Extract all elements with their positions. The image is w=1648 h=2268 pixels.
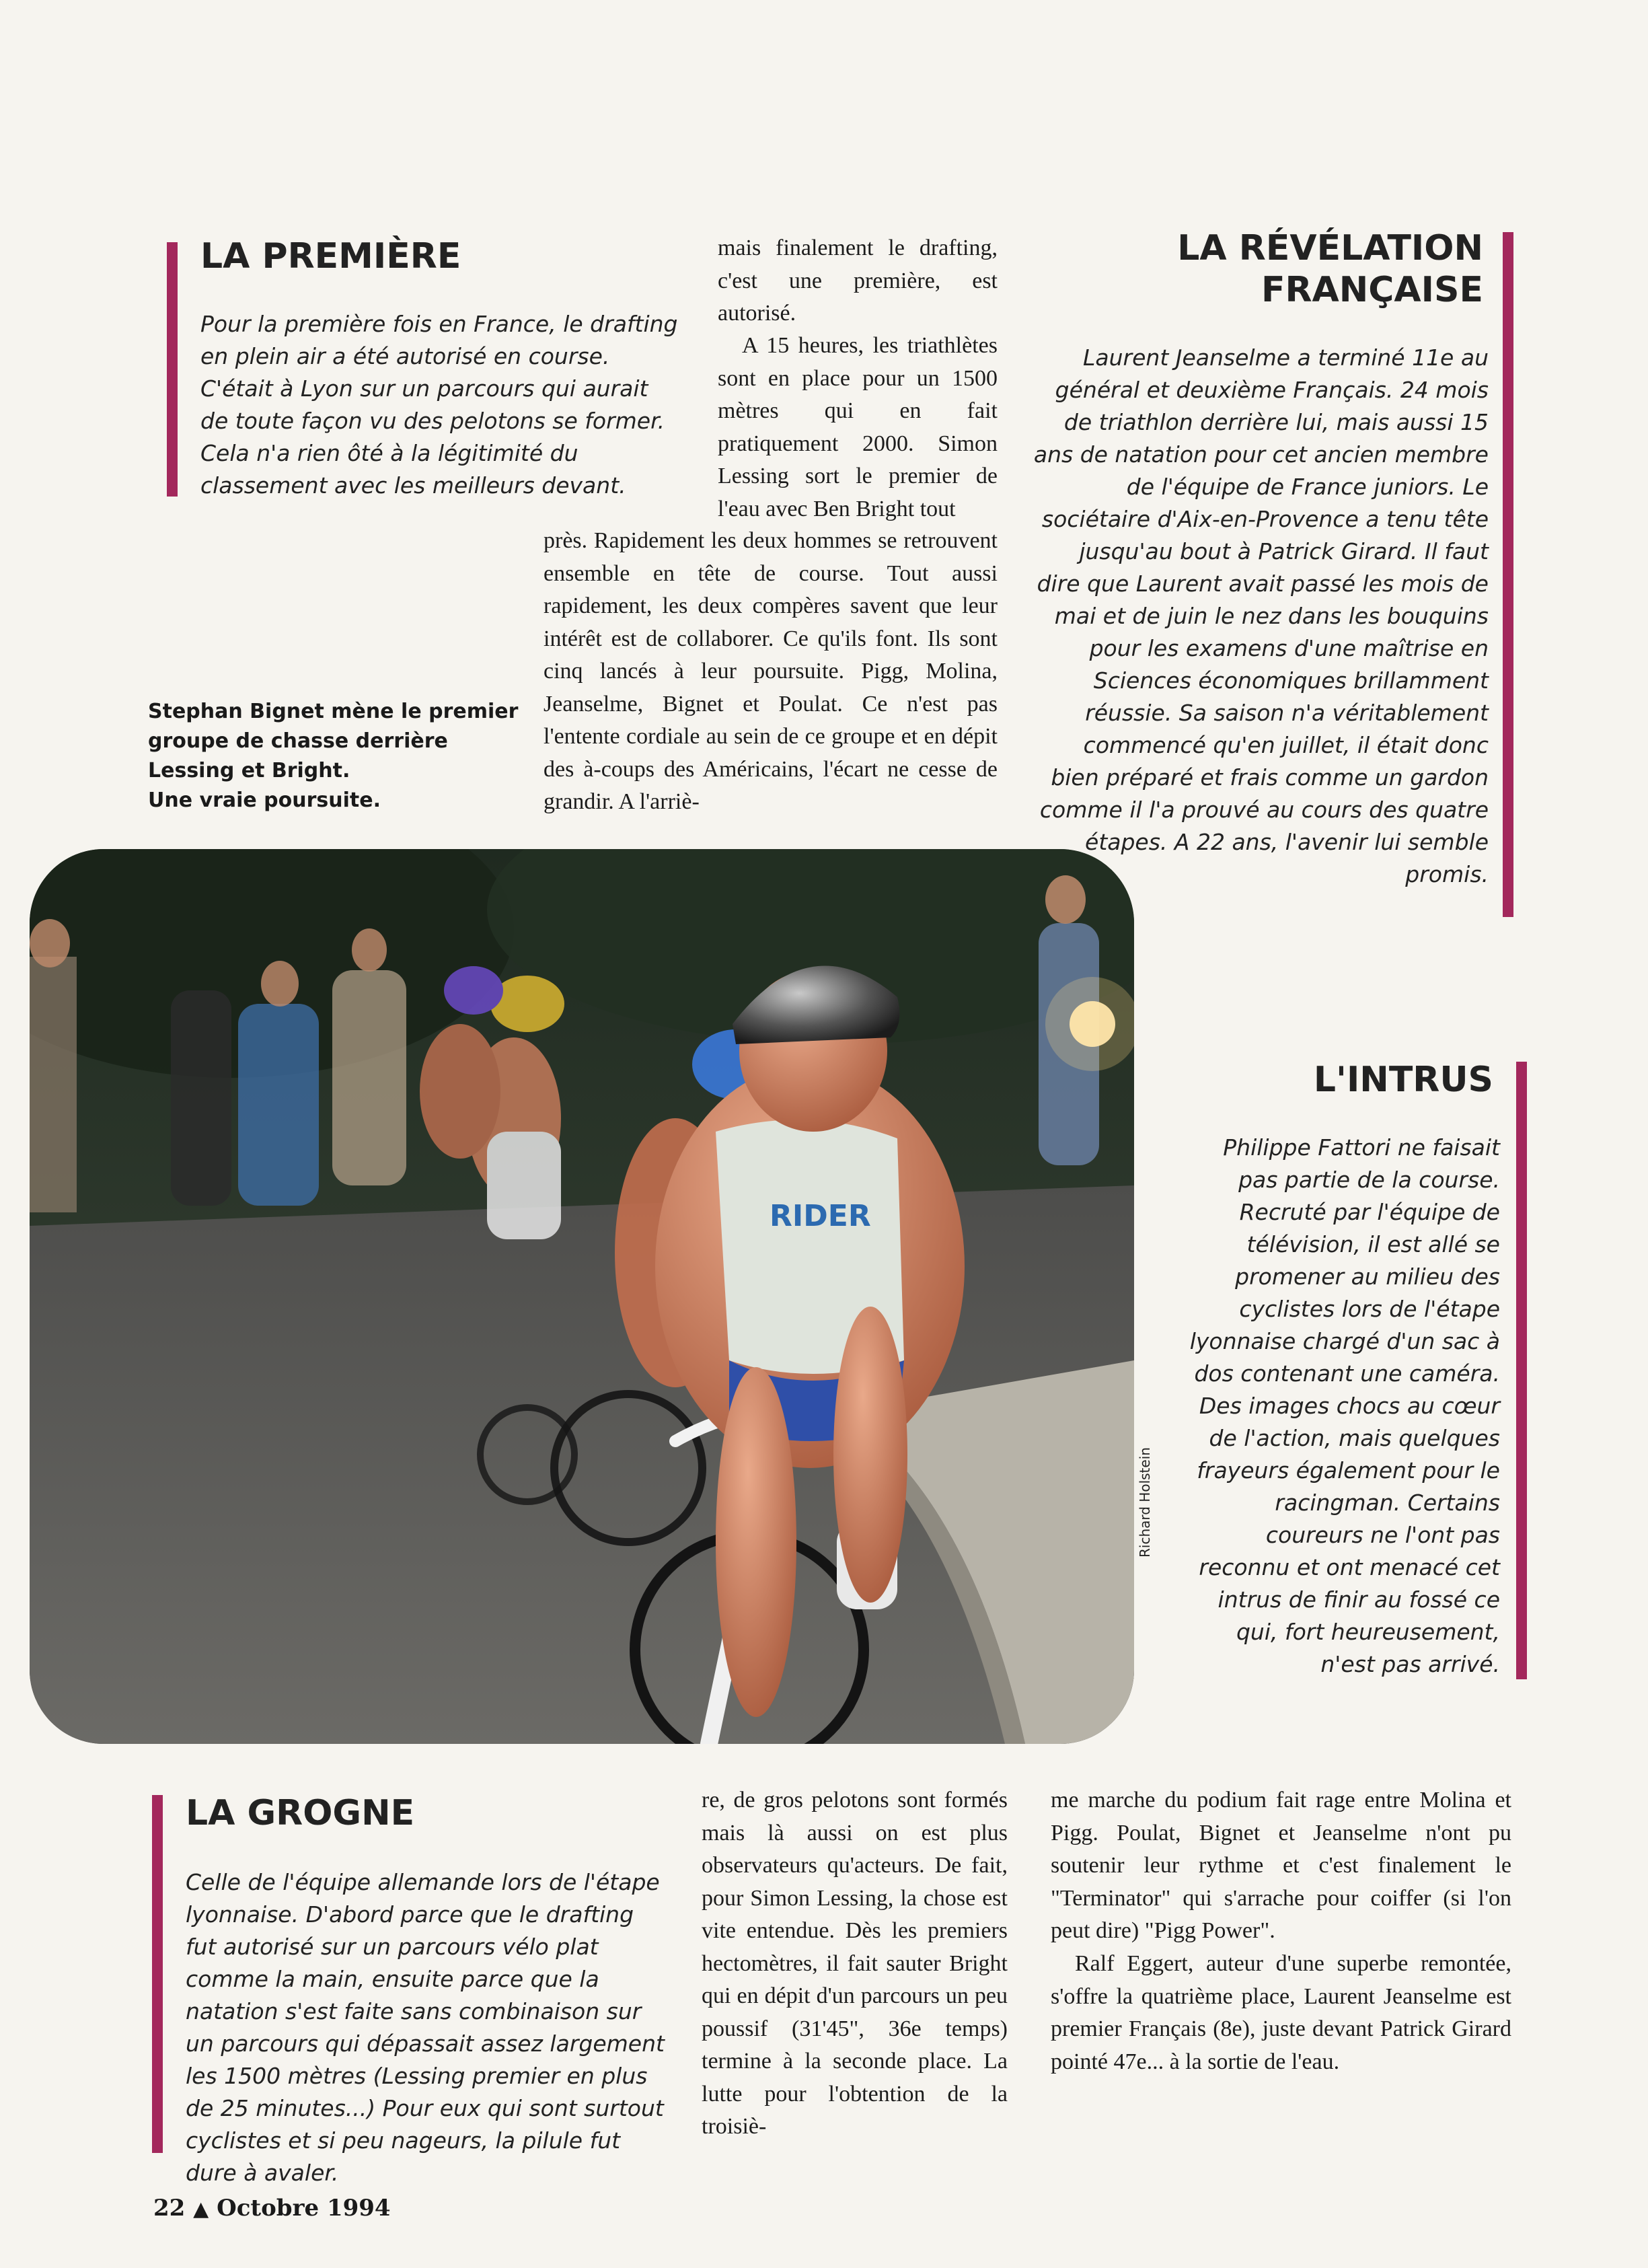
accent-bar-grogne: [152, 1795, 163, 2153]
accent-bar-intrus: [1516, 1062, 1527, 1679]
caption-line: Lessing et Bright.: [148, 759, 350, 782]
heading-la-grogne: LA GROGNE: [186, 1793, 415, 1833]
article-paragraph: A 15 heures, les triathlètes sont en place pour un 1500 mètres qui en fait pratiquement 2000. Simon Lessing sort le premier de l'eau avec Ben Bright tout: [718, 333, 998, 521]
article-text-bottom-right-a: me marche du podium fait rage entre Molina et Pigg. Poulat, Bignet et Jeanselme n'ont pu soutenir leur rythme et c'est finalement le "Terminator" qui s'arrache pour coiffer (si l'on peut dire) "Pigg Power".: [1051, 1788, 1511, 1943]
heading-line: FRANÇAISE: [1261, 270, 1483, 310]
heading-la-revelation: [1103, 227, 1483, 311]
caption-line: Stephan Bignet mène le premier: [148, 700, 519, 723]
page-footer: [153, 2195, 391, 2222]
accent-bar-premiere: [167, 242, 178, 497]
article-text-bottom-mid: re, de gros pelotons sont formés mais là aussi on est plus observateurs qu'acteurs. De fait, pour Simon Lessing, la chose est vite entendue. Dès les premiers hectomètres, il fait sauter Bright qui en dépit d'un parcours un peu poussif (31'45", 36e temps) termine à la seconde place. La lutte pour l'obtention de la troisiè-: [702, 1788, 1008, 2139]
text-la-premiere: Pour la première fois en France, le drafting en plein air a été autorisé en course. C'était à Lyon sur un parcours qui aurait de toute façon vu des pelotons se former. Cela n'a rien ôté à la légitimité du classement avec les meilleurs devant.: [200, 311, 678, 499]
page-number: 22: [153, 2195, 186, 2222]
article-text-bottom-right-b: [1051, 1948, 1511, 2078]
heading-la-premiere: LA PREMIÈRE: [200, 236, 461, 277]
photo-credit: Richard Holstein: [1137, 1447, 1153, 1558]
accent-bar-revelation: [1503, 232, 1513, 917]
cyclists-photo: [30, 849, 1134, 1744]
text-l-intrus: Philippe Fattori ne faisait pas partie de la course. Recruté par l'équipe de télévision, il est allé se promener au milieu des cyclistes lors de l'étape lyonnaise chargé d'un sac à dos contenant une caméra. Des images chocs au cœur de l'action, mais quelques frayeurs également pour le racingman. Certains coureurs ne l'ont pas reconnu et ont menacé cet intrus de finir au fossé ce qui, fort heureusement, n'est pas arrivé.: [1189, 1134, 1500, 1677]
caption-line: groupe de chasse derrière: [148, 729, 448, 753]
cyclists-illustration: [30, 849, 1134, 1744]
issue-date: Octobre 1994: [217, 2195, 391, 2222]
text-la-revelation: Laurent Jeanselme a terminé 11e au général et deuxième Français. 24 mois de triathlon derrière lui, mais aussi 15 ans de natation pour cet ancien membre de l'équipe de France juniors. Le sociétaire d'Aix-en-Provence a tenu tête jusqu'au bout à Patrick Girard. Il faut dire que Laurent avait passé les mois de mai et de juin le nez dans les bouquins pour les examens d'une maîtrise en Sciences économiques brillamment réussie. Sa saison n'a véritablement commencé qu'en juillet, il était donc bien préparé et frais comme un gardon comme il l'a prouvé au cours des quatre étapes. A 22 ans, l'avenir lui semble promis.: [1033, 344, 1489, 887]
article-paragraph: Ralf Eggert, auteur d'une superbe remontée, s'offre la quatrième place, Laurent Jeanselme est premier Français (8e), juste devant Patrick Girard pointé 47e... à la sortie de l'eau.: [1051, 1951, 1511, 2074]
triangle-icon: ▲: [193, 2197, 209, 2221]
article-text-top-a: mais finalement le drafting, c'est une première, est autorisé.: [718, 235, 998, 326]
jersey-text: RIDER: [770, 1199, 871, 1233]
article-text-top-b: [718, 330, 998, 525]
heading-l-intrus: L'INTRUS: [1313, 1060, 1493, 1100]
text-la-grogne: Celle de l'équipe allemande lors de l'étape lyonnaise. D'abord parce que le drafting fut autorisé sur un parcours vélo plat comme la main, ensuite parce que la natation s'est faite sans combinaison sur un parcours qui dépassait assez largement les 1500 mètres (Lessing premier en plus de 25 minutes...) Pour eux qui sont surtout cyclistes et si peu nageurs, la pilule fut dure à avaler.: [186, 1869, 665, 2186]
caption-line: Une vraie poursuite.: [148, 789, 381, 812]
article-text-top-c: près. Rapidement les deux hommes se retrouvent ensemble en tête de course. Tout aussi rapidement, les deux compères savent que leur intérêt est de collaborer. Ce qu'ils font. Ils sont cinq lancés à leur poursuite. Pigg, Molina, Jeanselme, Bignet et Poulat. Ce n'est pas l'entente cordiale au sein de ce groupe et en dépit des à-coups des Américains, l'écart ne cesse de grandir. A l'arriè-: [544, 528, 998, 814]
photo-caption: [148, 697, 525, 815]
heading-line: LA RÉVÉLATION: [1177, 228, 1483, 268]
